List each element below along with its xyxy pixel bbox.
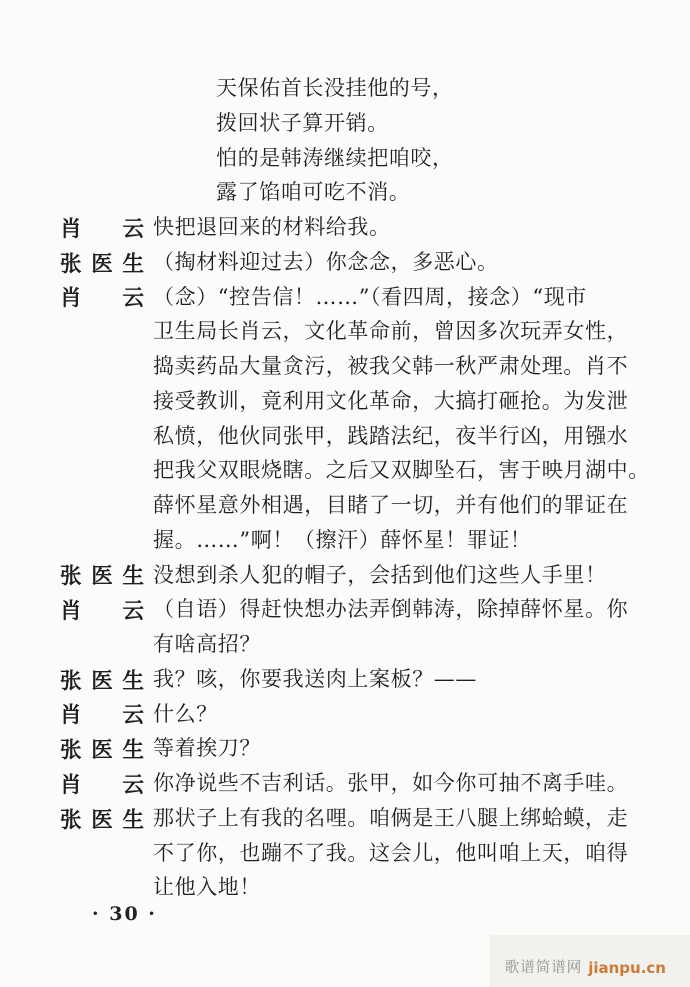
speech-lines xyxy=(153,731,650,766)
dialog-block xyxy=(0,731,690,766)
speaker-label xyxy=(60,245,144,280)
dialog-line: （念）“控告信！……”（看四周，接念）“现市 xyxy=(153,284,587,309)
speaker-char: 肖 xyxy=(60,286,82,312)
speaker-char: 生 xyxy=(122,251,144,277)
speaker-char: 肖 xyxy=(60,216,82,242)
speaker-label xyxy=(60,558,144,593)
dialog-line: 没想到杀人犯的帽子，会括到他们这些人手里！ xyxy=(153,562,607,587)
dialog-line: 把我父双眼烧瞎。之后又双脚坠石，害于映月湖中。 xyxy=(153,458,650,483)
dialog-line: 你净说些不吉利话。张甲，如今你可抽不离手哇。 xyxy=(153,771,629,795)
speaker-char: 肖 xyxy=(60,772,82,798)
speaker-char: 云 xyxy=(122,772,144,798)
speaker-label xyxy=(60,280,144,315)
speech-lines xyxy=(153,280,650,558)
speaker-char: 生 xyxy=(122,564,144,590)
speech-lines xyxy=(216,71,650,210)
speaker-label xyxy=(60,697,144,732)
speaker-char: 医 xyxy=(91,807,113,833)
dialog-line: 捣卖药品大量贪污，被我父韩一秋严肃处理。肖不 xyxy=(153,354,629,378)
dialog-block xyxy=(0,801,690,905)
verse-line: 天保佑首长没挂他的号， xyxy=(216,76,454,100)
speech-lines xyxy=(153,801,650,905)
dialog-block xyxy=(0,592,690,662)
dialog-line: 让他入地！ xyxy=(153,875,261,900)
dialog-block xyxy=(0,280,690,558)
dialog-block xyxy=(0,766,690,801)
speaker-label xyxy=(60,801,144,836)
speech-lines xyxy=(153,697,650,732)
dialog-line: 那状子上有我的名哩。咱俩是王八腿上绑蛤蟆，走 xyxy=(153,805,629,830)
speaker-label xyxy=(60,662,144,697)
speaker-label xyxy=(60,731,144,766)
speech-lines xyxy=(153,245,650,280)
speaker-char: 云 xyxy=(122,703,144,729)
speaker-label xyxy=(60,766,144,801)
speaker-char: 云 xyxy=(122,286,144,312)
verse-line: 拨回状子算开销。 xyxy=(216,110,389,135)
speaker-char: 生 xyxy=(122,668,144,694)
dialog-line: （自语）得赶快想办法弄倒韩涛，除掉薛怀星。你 xyxy=(153,597,629,622)
speaker-char: 张 xyxy=(60,668,82,694)
speech-lines xyxy=(153,558,650,593)
speaker-char: 医 xyxy=(91,668,113,694)
speaker-char: 张 xyxy=(60,738,82,764)
dialog-block xyxy=(0,662,690,697)
dialog-line: 卫生局长肖云，文化革命前，曾因多次玩弄女性， xyxy=(153,319,629,344)
dialog-block xyxy=(0,558,690,593)
dialog-line: 快把退回来的材料给我。 xyxy=(153,215,391,239)
verse-block xyxy=(0,71,690,210)
dialog-block xyxy=(0,245,690,280)
speaker-char: 医 xyxy=(91,251,113,277)
dialog-line: 握。……”啊！（擦汗）薛怀星！罪证！ xyxy=(153,527,532,552)
dialog-line: 有啥高招？ xyxy=(153,632,261,656)
dialog-line: 等着挨刀？ xyxy=(153,736,261,761)
dialog-line: 私愤，他伙同张甲，践踏法纪，夜半行凶，用镪水 xyxy=(153,423,629,448)
speech-lines xyxy=(153,766,650,801)
speaker-char: 张 xyxy=(60,251,82,277)
watermark-site-url: jianpu.cn xyxy=(588,959,666,977)
speaker-label xyxy=(60,592,144,627)
speaker-char: 张 xyxy=(60,564,82,590)
speech-lines xyxy=(153,592,650,662)
speaker-char: 肖 xyxy=(60,599,82,625)
page-number: · 30 · xyxy=(92,903,157,925)
dialog-block xyxy=(0,697,690,732)
verse-line: 怕的是韩涛继续把咱咬， xyxy=(216,145,454,170)
speaker-char: 医 xyxy=(91,564,113,590)
dialog-block xyxy=(0,210,690,245)
dialog-line: （掏材料迎过去）你念念，多恶心。 xyxy=(153,249,499,274)
speech-lines xyxy=(153,662,650,697)
speaker-char: 张 xyxy=(60,807,82,833)
speaker-char: 云 xyxy=(122,216,144,242)
speaker-char: 云 xyxy=(122,599,144,625)
verse-line: 露了馅咱可吃不消。 xyxy=(216,180,411,205)
dialog-line: 不了你，也蹦不了我。这会儿，他叫咱上天，咱得 xyxy=(153,840,629,865)
watermark-site-name: 歌谱简谱网 xyxy=(504,960,583,976)
script-body xyxy=(0,71,690,905)
speaker-char: 肖 xyxy=(60,703,82,729)
speaker-char: 生 xyxy=(122,738,144,764)
speaker-label xyxy=(60,210,144,245)
speech-lines xyxy=(153,210,650,245)
speaker-char: 医 xyxy=(91,738,113,764)
dialog-line: 接受教训，竟利用文化革命，大搞打砸抢。为发泄 xyxy=(153,388,629,413)
dialog-line: 薛怀星意外相遇，目睹了一切，并有他们的罪证在 xyxy=(153,493,629,517)
watermark xyxy=(490,935,690,987)
dialog-line: 什么？ xyxy=(153,701,218,726)
speaker-char: 生 xyxy=(122,807,144,833)
dialog-line: 我？咳，你要我送肉上案板？—— xyxy=(153,666,477,691)
